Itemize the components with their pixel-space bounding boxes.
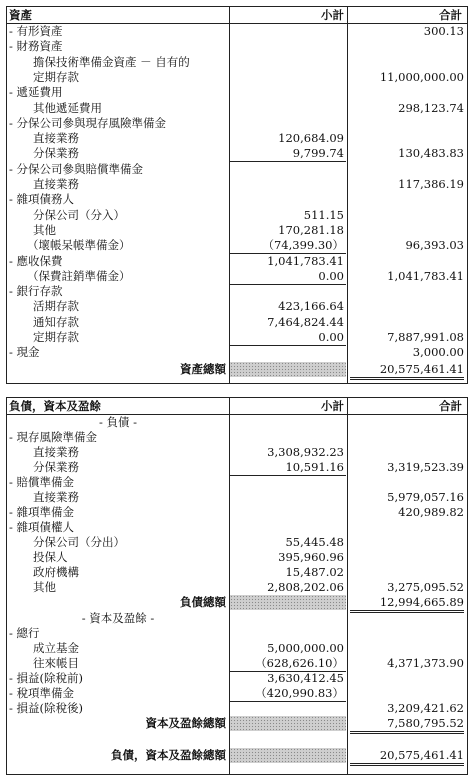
row-label: - 財務資產	[9, 39, 63, 54]
row-total: 5,979,057.16	[387, 490, 464, 504]
table-row	[7, 177, 467, 192]
equity-section-title	[7, 611, 467, 626]
row-label: 投保人	[33, 550, 68, 564]
table-row	[7, 445, 467, 460]
row-subtotal: 15,487.02	[285, 565, 344, 579]
liabilities-total-value: 12,994,665.89	[350, 595, 464, 613]
row-label: 其他遞延費用	[33, 100, 102, 115]
table-row	[7, 39, 467, 54]
table-row	[7, 315, 467, 330]
row-label: 通知存款	[33, 314, 79, 329]
row-subtotal: 1,041,783.41	[267, 253, 344, 268]
assets-total-label: 資產總額	[180, 362, 226, 376]
table-row	[7, 330, 467, 345]
table-row	[7, 656, 467, 671]
row-label: - 損益(除稅後)	[9, 701, 84, 715]
section-title-liabilities: - 負債 -	[98, 415, 138, 429]
row-subtotal: 511.15	[303, 207, 344, 222]
row-label: 擔保技術準備金資產 － 自有的	[33, 54, 190, 69]
row-subtotal: 55,445.48	[285, 535, 344, 549]
row-label: - 稅項準備金	[9, 686, 75, 700]
grand-total-row	[7, 748, 467, 763]
row-subtotal: 3,308,932.23	[267, 445, 344, 459]
liabilities-header-subtotal: 小計	[321, 399, 344, 413]
liabilities-header-label: 負債，資本及盈餘	[9, 399, 101, 413]
assets-total-row	[7, 362, 467, 377]
liabilities-table	[6, 397, 468, 775]
table-row	[7, 686, 467, 701]
row-subtotal: 423,166.64	[278, 299, 344, 314]
row-total: 1,041,783.41	[387, 268, 464, 283]
table-row	[7, 535, 467, 550]
row-subtotal: （74,399.30）	[230, 238, 346, 254]
assets-header-row	[7, 7, 467, 24]
grand-total-value: 20,575,461.41	[350, 748, 464, 766]
liabilities-header-total: 合計	[439, 399, 462, 413]
row-total: 96,393.03	[405, 238, 464, 253]
row-total: 3,319,523.39	[387, 460, 464, 474]
table-row	[7, 162, 467, 177]
row-label: - 應收保費	[9, 253, 63, 268]
shaded-cell	[230, 595, 346, 610]
row-label: 直接業務	[33, 131, 79, 146]
row-label: - 現金	[9, 345, 40, 360]
row-subtotal: 170,281.18	[278, 222, 344, 237]
row-label: - 賠償準備金	[9, 475, 75, 489]
row-subtotal: 395,960.96	[278, 550, 344, 564]
section-title-equity: - 資本及盈餘 -	[81, 611, 155, 625]
row-label: 直接業務	[33, 177, 79, 191]
shaded-cell	[230, 362, 346, 377]
row-label: - 雜項債權人	[9, 520, 75, 534]
row-label: - 分保公司參與賠償準備金	[9, 161, 144, 176]
row-label: - 雜項準備金	[9, 505, 75, 519]
row-subtotal: 9,799.74	[230, 146, 346, 162]
row-total: 298,123.74	[398, 100, 464, 115]
row-total: 300.13	[423, 24, 464, 38]
table-row	[7, 116, 467, 131]
row-label: 往來帳目	[33, 656, 79, 670]
row-label: 其他	[33, 580, 56, 594]
row-label: - 損益(除稅前)	[9, 671, 84, 685]
table-row	[7, 55, 467, 70]
row-label: - 現存風險準備金	[9, 430, 98, 444]
row-label: 定期存款	[33, 330, 79, 344]
table-row	[7, 626, 467, 641]
row-total: 3,275,095.52	[387, 580, 464, 594]
table-row	[7, 208, 467, 223]
table-row	[7, 580, 467, 595]
table-row	[7, 641, 467, 656]
row-label: 成立基金	[33, 641, 79, 655]
row-label: - 分保公司參與現存風險準備金	[9, 115, 167, 130]
row-label: 直接業務	[33, 445, 79, 459]
table-row	[7, 475, 467, 490]
row-total: 11,000,000.00	[379, 69, 464, 84]
row-subtotal: 10,591.16	[230, 460, 346, 476]
row-subtotal: 3,630,412.45	[267, 671, 344, 685]
table-row	[7, 505, 467, 520]
table-row	[7, 192, 467, 207]
assets-header-total: 合計	[439, 8, 462, 22]
equity-total-label: 資本及盈餘總額	[145, 716, 226, 730]
row-subtotal: 0.00	[230, 330, 346, 346]
liabilities-total-row	[7, 595, 467, 610]
row-subtotal: 7,464,824.44	[267, 314, 344, 329]
row-total: 3,000.00	[412, 345, 464, 360]
table-row	[7, 238, 467, 253]
row-total: 3,209,421.62	[387, 701, 464, 715]
row-label: 其他	[33, 222, 56, 237]
table-row	[7, 254, 467, 269]
row-label: 分保公司（分入）	[33, 207, 125, 222]
row-label: 分保業務	[33, 460, 79, 474]
table-row	[7, 24, 467, 39]
assets-header-subtotal: 小計	[321, 8, 344, 22]
equity-total-value: 7,580,795.52	[350, 716, 464, 734]
row-total: 130,483.83	[398, 146, 464, 161]
equity-total-row	[7, 716, 467, 731]
row-total: 117,386.19	[398, 177, 464, 191]
table-row	[7, 223, 467, 238]
shaded-cell	[230, 716, 346, 731]
row-total: 420,989.82	[398, 505, 464, 519]
shaded-cell	[230, 748, 346, 763]
row-label: 分保業務	[33, 146, 79, 161]
table-row	[7, 269, 467, 284]
row-total: 4,371,373.90	[387, 656, 464, 670]
row-subtotal: 120,684.09	[278, 131, 344, 146]
row-label: （壞帳呆帳準備金）	[27, 238, 131, 253]
table-row	[7, 460, 467, 475]
row-label: 活期存款	[33, 299, 79, 314]
table-row	[7, 701, 467, 716]
table-row	[7, 131, 467, 146]
liabilities-header-row	[7, 398, 467, 415]
row-label: 政府機構	[33, 565, 79, 579]
table-row	[7, 85, 467, 100]
grand-total-label: 負債，資本及盈餘總額	[111, 748, 226, 762]
row-label: - 雜項債務人	[9, 192, 75, 207]
table-row	[7, 550, 467, 565]
row-subtotal: 5,000,000.00	[267, 641, 344, 655]
liabilities-total-label: 負債總額	[180, 595, 226, 609]
row-total: 7,887,991.08	[387, 330, 464, 344]
table-row	[7, 520, 467, 535]
row-label: - 有形資產	[9, 24, 63, 38]
row-label: - 總行	[9, 626, 40, 640]
table-row	[7, 671, 467, 686]
row-subtotal: （420,990.83）	[230, 686, 346, 702]
row-subtotal: 0.00	[230, 269, 346, 285]
table-row	[7, 299, 467, 314]
row-label: - 遞延費用	[9, 85, 63, 100]
assets-header-label: 資產	[9, 8, 32, 22]
row-label: - 銀行存款	[9, 284, 63, 299]
table-row	[7, 490, 467, 505]
row-subtotal: （628,626.10）	[230, 656, 346, 672]
table-row	[7, 430, 467, 445]
table-row	[7, 345, 467, 360]
row-subtotal: 2,808,202.06	[230, 580, 346, 596]
table-row	[7, 284, 467, 299]
table-row	[7, 70, 467, 85]
row-label: 直接業務	[33, 490, 79, 504]
table-row	[7, 565, 467, 580]
assets-total-value: 20,575,461.41	[350, 362, 464, 380]
liabilities-section-title	[7, 415, 467, 430]
table-row	[7, 101, 467, 116]
row-label: 分保公司（分出）	[33, 535, 125, 549]
table-row	[7, 146, 467, 161]
row-label: 定期存款	[33, 69, 79, 84]
row-label: （保費註銷準備金）	[27, 268, 131, 283]
assets-table	[6, 6, 468, 384]
